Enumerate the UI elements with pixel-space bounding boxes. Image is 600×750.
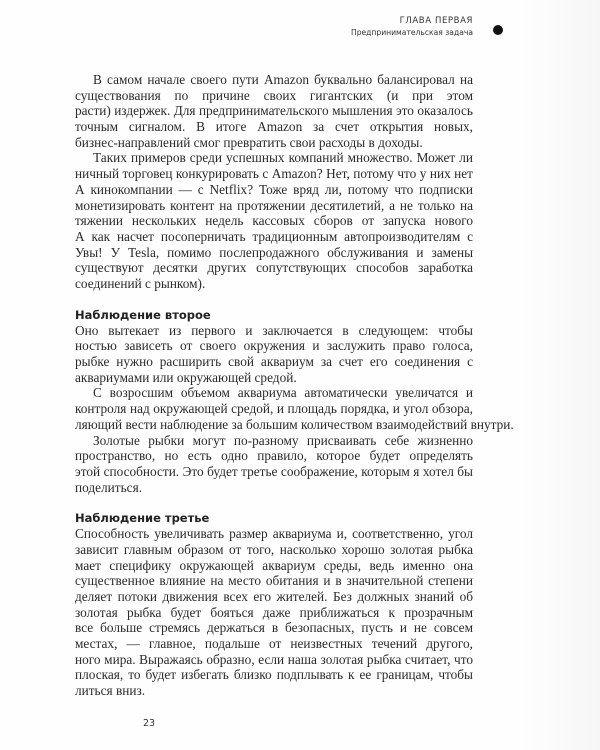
text-line: существенное влияние на место обитания и в значительной степени [75, 573, 473, 589]
text-line: бизнес-направлений смог превратить свои расходы в доходы. [75, 134, 423, 150]
page-body [75, 72, 514, 699]
text-line: Золотые рыбки могут по-разному присваивать себе жизненно [93, 432, 473, 448]
chapter-title: ГЛАВА ПЕРВАЯ [399, 16, 473, 26]
text-line: все больше стремясь держаться в безопасных, пусть и не совсем [75, 620, 473, 636]
bullet-dot-icon [493, 25, 503, 35]
text-line: точным сигналом. В итоге Amazon за счет открытия новых, [75, 119, 473, 135]
paragraph [75, 526, 473, 699]
chapter-subtitle: Предпринимательская задача [350, 28, 473, 37]
page-number: 23 [143, 718, 156, 729]
page-edge-shadow [520, 0, 600, 750]
text-line: А кинокомпании — с Netflix? Тоже вряд ли, потому что подписки [75, 181, 473, 197]
text-line: аквариумами или окружающей средой. [75, 369, 297, 385]
text-line: тяжении нескольких недель кассовых сборов от запуска нового [75, 213, 473, 229]
text-line: монетизировать контент на протяжении десятилетий, а не только на [75, 197, 473, 213]
running-header [351, 15, 473, 38]
text-line: существования по причине своих гигантских (и при этом [75, 87, 473, 103]
text-line: С возросшим объемом аквариума автоматически увеличатся и [93, 385, 473, 401]
text-line: Способность увеличивать размер аквариума и, соответственно, угол [75, 526, 473, 542]
section-heading: Наблюдение второе [75, 307, 211, 322]
text-line: расти) издержек. Для предпринимательского мышления это оказалось [75, 103, 473, 119]
text-line: этой способности. Это будет третье соображение, которым я хотел бы [75, 463, 473, 479]
text-line: золотая рыбка будет бояться даже приближаться к прозрачным [75, 604, 473, 620]
text-line: ностью зависеть от своего окружения и заслужить право голоса, [75, 338, 473, 354]
paragraph [75, 433, 473, 496]
text-line: деляет потоки движения всех его жителей. Без должных знаний об [75, 589, 473, 605]
text-line: А как насчет посоперничать традиционным автопроизводителям с [75, 228, 473, 244]
text-line: местах, — главное, подальше от неизвестных течений другого, [75, 636, 473, 652]
text-line: Таких примеров среди успешных компаний множество. Может ли [93, 150, 473, 166]
text-line [75, 448, 473, 464]
text-line: контроля над окружающей средой, и площадь порядка, и угол обзора, [75, 401, 473, 417]
text-line: поделиться. [75, 479, 143, 495]
text-segment: пространство, но есть одно правило, которое будет определять [75, 448, 473, 464]
text-line: ничный торговец конкурировать с Amazon? Нет, потому что у них нет [75, 166, 473, 182]
text-line: Увы! У Tesla, помимо послепродажного обслуживания и замены [75, 244, 473, 260]
text-line: существуют десятки других сопутствующих способов заработка [75, 260, 473, 276]
text-line: В самом начале своего пути Amazon буквально балансировал на [93, 72, 473, 87]
section-heading: Наблюдение третье [75, 511, 210, 526]
text-line: литься вниз. [75, 683, 146, 699]
paragraph [75, 323, 473, 386]
text-line: ляющий вести наблюдение за большим количеством взаимодействий внутри. [75, 416, 514, 432]
paragraph [75, 385, 514, 432]
text-line: зависит главным образом от того, насколько хорошо золотая рыбка [75, 541, 473, 557]
text-line: плоская, то будет избегать близко подплывать к ее границам, чтобы [75, 667, 473, 683]
text-line: мает специфику окружающей аквариум среды, ведь именно она [75, 557, 473, 573]
paragraph [75, 150, 473, 291]
text-line: рыбке нужно расширить свой аквариум за счет его соединения с [75, 354, 473, 370]
text-line: ного мира. Выражаясь образно, если наша золотая рыбка считает, что [75, 651, 473, 667]
text-line: Оно вытекает из первого и заключается в следующем: чтобы [75, 322, 473, 338]
paragraph [75, 72, 473, 150]
text-line: соединений с рынком). [75, 275, 206, 291]
